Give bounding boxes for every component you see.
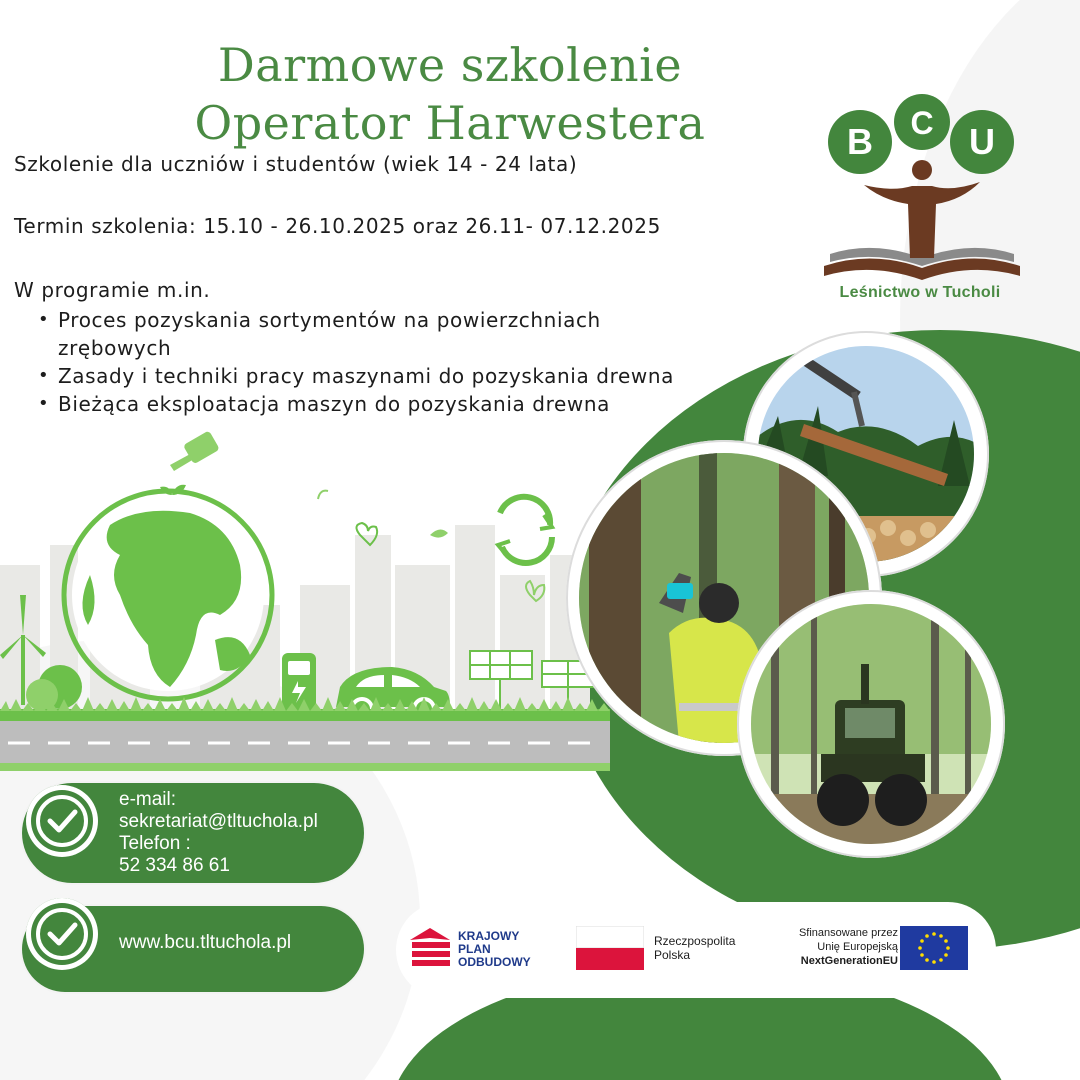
logo-caption: Leśnictwo w Tucholi [839, 284, 1001, 301]
contact-info-pill [22, 783, 364, 883]
kpo-line: PLAN [458, 942, 491, 956]
logo-letter-b: B [847, 121, 873, 162]
logo-letter-u: U [969, 121, 995, 162]
phone-label: Telefon : [119, 833, 191, 854]
email-label: e-mail: [119, 789, 177, 810]
eu-text [776, 926, 898, 968]
watering-can-icon [170, 430, 220, 471]
eu-line: NextGenerationEU [800, 955, 898, 967]
eu-line: Unię Europejską [817, 941, 898, 953]
program-list [36, 306, 736, 418]
kpo-text [458, 930, 531, 969]
training-term: Termin szkolenia: 15.10 - 26.10.2025 oraz 26.11- 07.12.2025 [14, 214, 661, 238]
recycle-icon [498, 497, 552, 563]
website-pill [22, 906, 364, 992]
checkmark-icon [26, 785, 98, 857]
kpo-line: ODBUDOWY [458, 955, 531, 969]
email-link[interactable]: sekretariat@tltuchola.pl [119, 811, 318, 832]
check-badge [26, 898, 98, 970]
eu-line: Sfinansowane przez [798, 927, 898, 939]
checkmark-icon [26, 898, 98, 970]
globe-icon [64, 491, 272, 699]
funding-logos-bar [396, 902, 996, 998]
phone-number[interactable]: 52 334 86 61 [119, 855, 230, 876]
eco-city-illustration [0, 425, 610, 785]
ev-charger-icon [282, 653, 316, 711]
title-line-2: Operator Harwestera [194, 96, 706, 150]
title-line-1: Darmowe szkolenie [217, 38, 683, 92]
rp-line: Rzeczpospolita [654, 934, 736, 948]
logo-letter-c: C [910, 105, 934, 141]
photo-forwarder [751, 604, 991, 844]
eu-flag-icon [900, 926, 968, 970]
program-heading: W programie m.in. [14, 278, 211, 302]
polish-flag-icon [576, 926, 644, 970]
rp-text [654, 934, 735, 962]
subtitle: Szkolenie dla uczniów i studentów (wiek 14 - 24 lata) [14, 152, 578, 176]
website-link[interactable]: www.bcu.tltuchola.pl [119, 932, 292, 953]
kpo-line: KRAJOWY [458, 929, 520, 943]
kpo-logo-icon [408, 926, 454, 970]
rp-line: Polska [654, 948, 691, 962]
program-item: • Zasady i techniki pracy maszynami do pozyskania drewna [36, 362, 736, 390]
program-item: • Proces pozyskania sortymentów na powierzchniach zrębowych [36, 306, 676, 362]
program-item: • Bieżąca eksploatacja maszyn do pozyskania drewna [36, 390, 736, 418]
check-badge [26, 785, 98, 857]
bcu-logo [812, 90, 1032, 310]
